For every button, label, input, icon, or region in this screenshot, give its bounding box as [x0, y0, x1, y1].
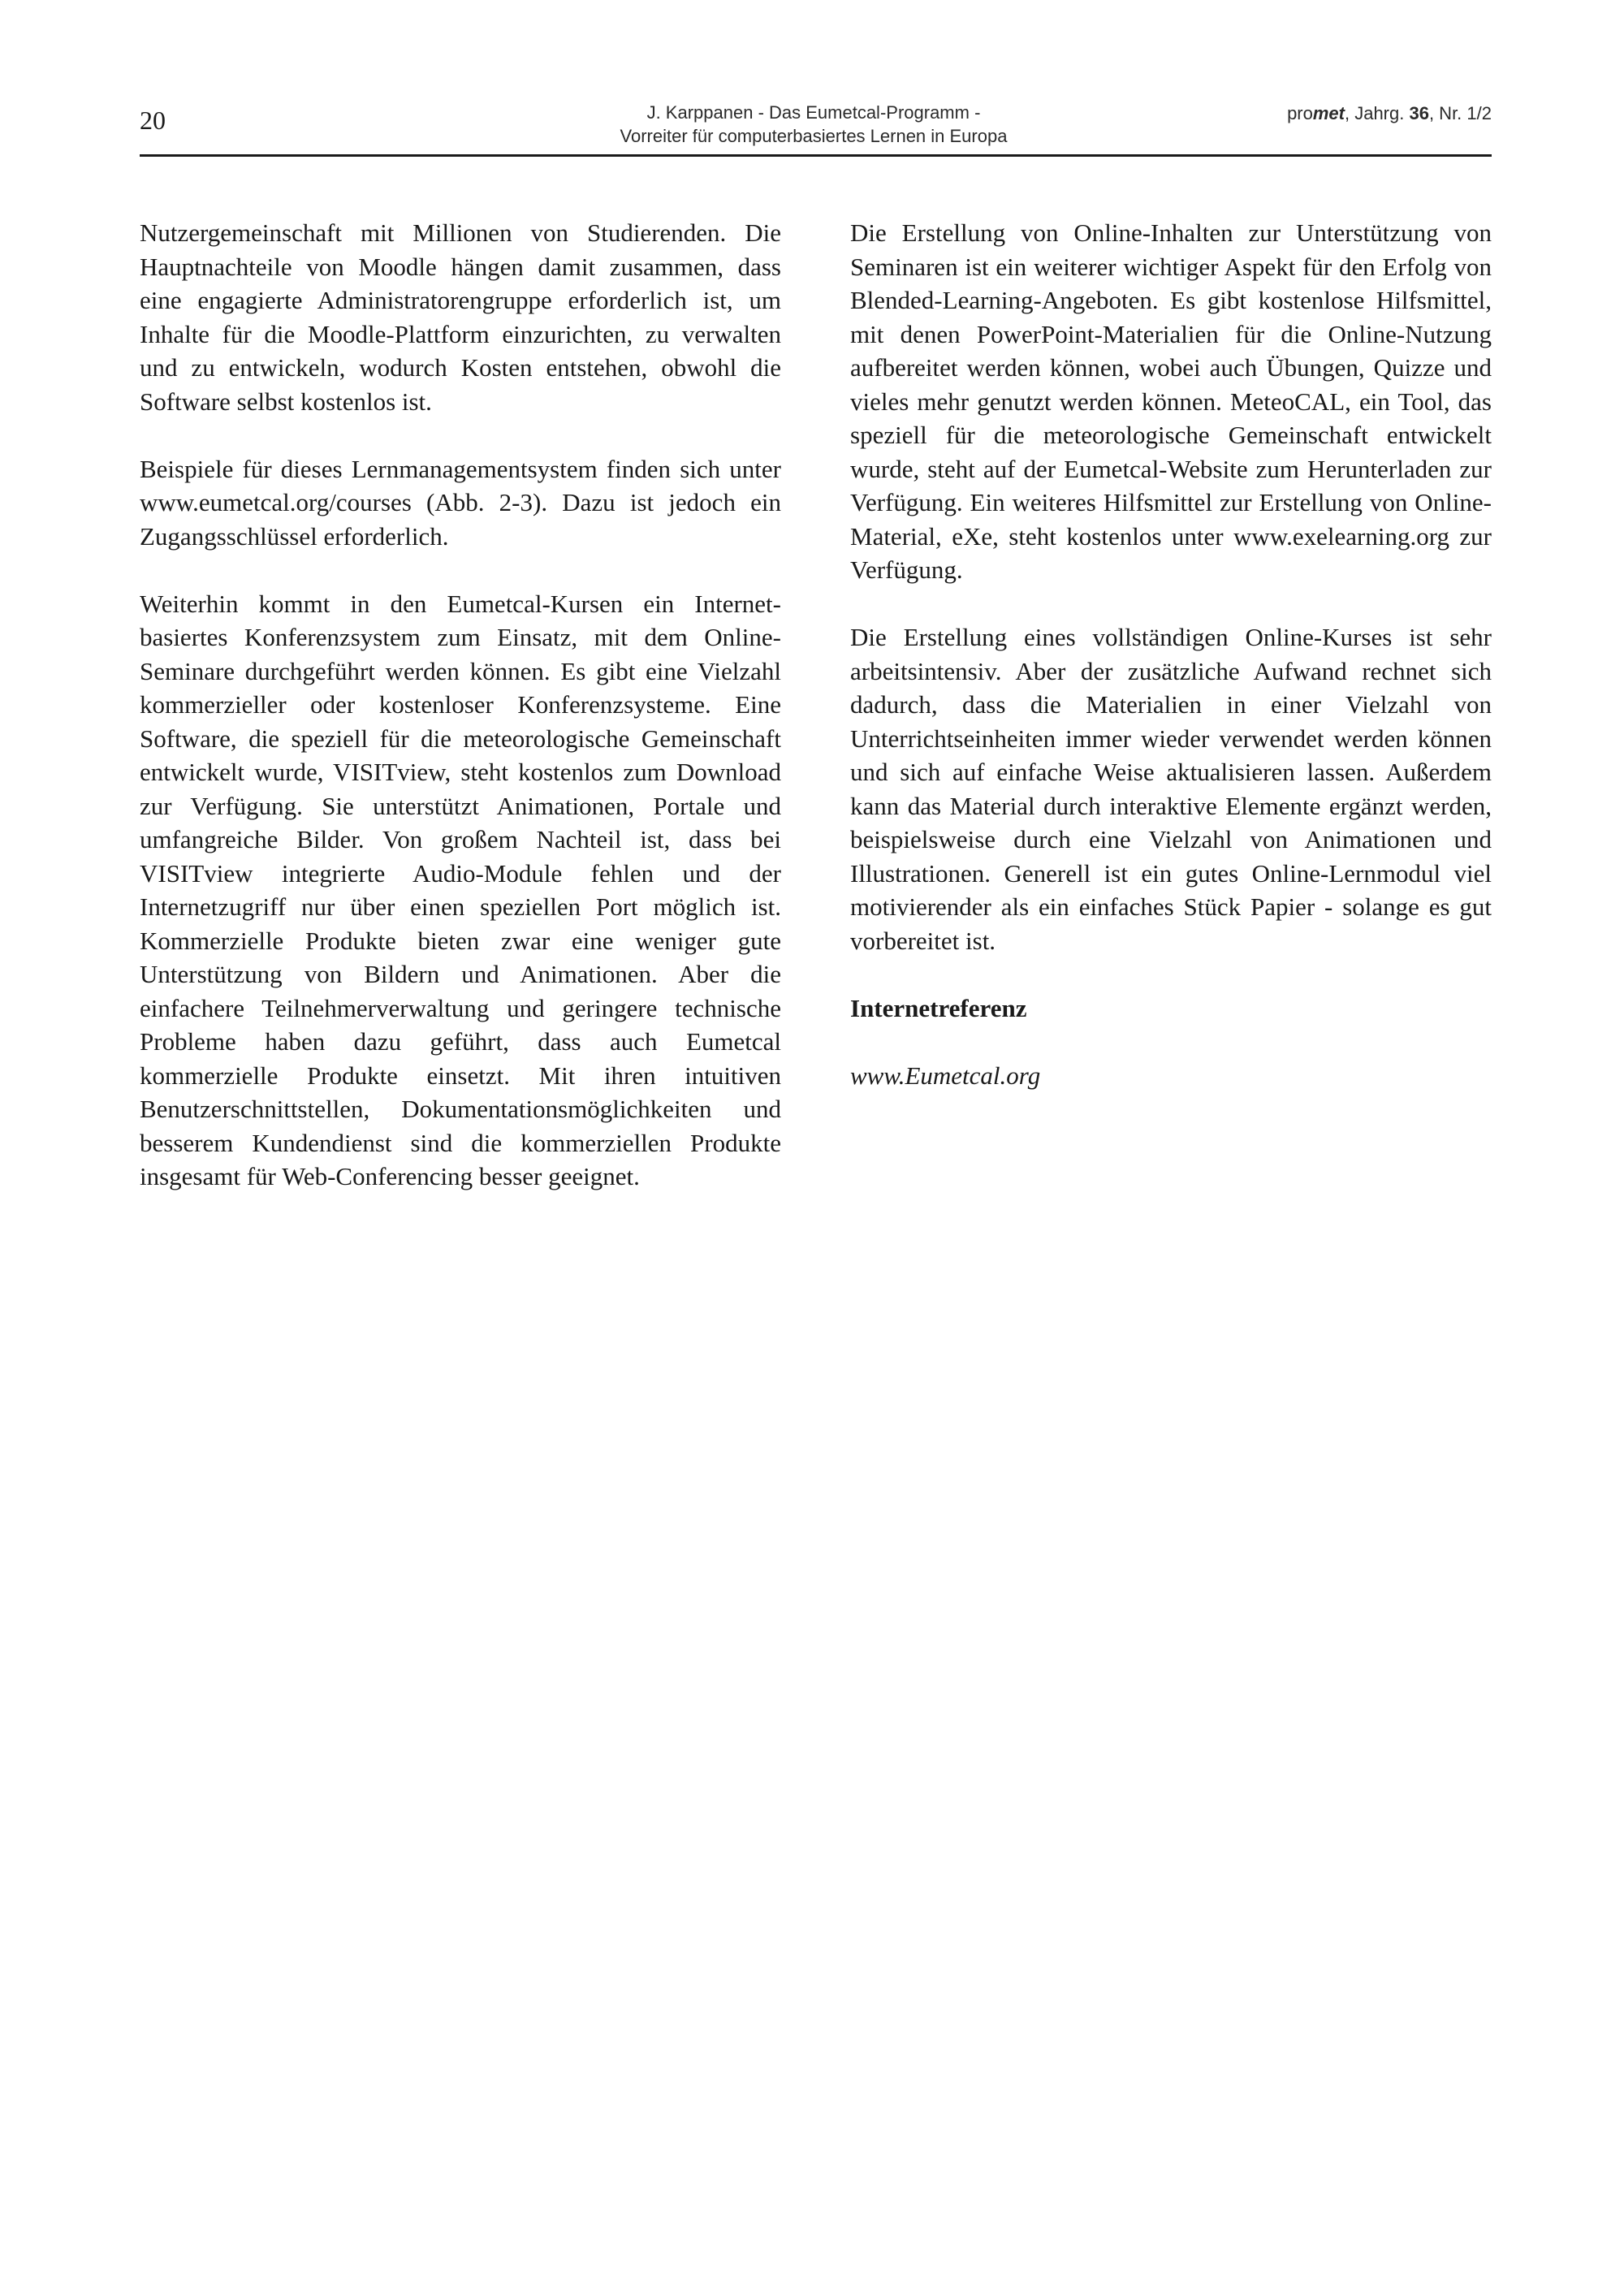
running-title-line-2: Vorreiter für computerbasiertes Lernen in Europa [620, 126, 1008, 146]
reference-heading: Internetreferenz [850, 993, 1027, 1022]
right-paragraph-2: Die Erstellung eines vollständigen Online-Kurses ist sehr arbeitsintensiv. Aber der zusätzliche Aufwand rechnet sich dadurch, dass die Materialien in einer Vielzahl von Unterrichtseinheiten immer wieder verwendet werden können und sich auf einfache Weise aktualisieren lassen. Außerdem kann das Material durch interaktive Elemente ergänzt werden, beispielsweise durch eine Vielzahl von Animationen und Illustrationen. Generell ist ein gutes Online-Lernmodul viel motivierender als ein einfaches Stück Papier - solange es gut vorbereitet ist. [850, 623, 1492, 955]
running-title [594, 101, 1033, 148]
right-paragraph-1: Die Erstellung von Online-Inhalten zur Unterstützung von Seminaren ist ein weiterer wichtiger Aspekt für den Erfolg von Blended-Learning-Angeboten. Es gibt kostenlose Hilfsmittel, mit denen PowerPoint-Materialien für die Online-Nutzung aufbereitet werden können, wobei auch Übungen, Quizze und vieles mehr genutzt werden können. MeteoCAL, ein Tool, das speziell für die meteorologische Gemeinschaft entwickelt wurde, steht auf der Eumetcal-Website zum Herunterladen zur Verfügung. Ein weiteres Hilfsmittel zur Erstellung von Online-Material, eXe, steht kostenlos unter www.exelearning.org zur Verfügung. [850, 218, 1492, 584]
left-paragraph-3: Weiterhin kommt in den Eumetcal-Kursen ein Internet-basiertes Konferenzsystem zum Einsatz, mit dem Online-Seminare durchgeführt werden können. Es gibt eine Vielzahl kommerzieller oder kostenloser Konferenzsysteme. Eine Software, die speziell für die meteorologische Gemeinschaft entwickelt wurde, VISITview, steht kostenlos zum Download zur Verfügung. Sie unterstützt Animationen, Portale und umfangreiche Bilder. Von großem Nachteil ist, dass bei VISITview integrierte Audio-Module fehlen und der Internetzugriff nur über einen speziellen Port möglich ist. Kommerzielle Produkte bieten zwar eine weniger gute Unterstützung von Bildern und Animationen. Aber die einfachere Teilnehmerverwaltung und geringere technische Probleme haben dazu geführt, dass auch Eumetcal kommerzielle Produkte einsetzt. Mit ihren intuitiven Benutzerschnittstellen, Dokumentationsmöglichkeiten und besserem Kundendienst sind die kommerziellen Produkte insgesamt für Web-Conferencing besser geeignet. [140, 589, 781, 1190]
page-number: 20 [140, 106, 166, 135]
journal-year: 36 [1409, 103, 1429, 123]
right-column [850, 216, 1492, 1092]
left-paragraph-1: Nutzergemeinschaft mit Millionen von Studierenden. Die Hauptnachteile von Moodle hängen damit zusammen, dass eine engagierte Administratorengruppe erforderlich ist, um Inhalte für die Moodle-Plattform einzurichten, zu verwalten und zu entwickeln, wodurch Kosten entstehen, obwohl die Software selbst kostenlos ist. [140, 218, 781, 416]
journal-name-pro: pro [1287, 103, 1313, 123]
left-paragraph-2: Beispiele für dieses Lernmanagementsystem finden sich unter www.eumetcal.org/courses (Abb. 2-3). Dazu ist jedoch ein Zugangsschlüssel erforderlich. [140, 454, 781, 551]
running-title-line-1: J. Karppanen - Das Eumetcal-Programm - [646, 102, 981, 123]
journal-info [1287, 102, 1492, 125]
journal-jahrg-label: , Jahrg. [1344, 103, 1410, 123]
journal-name-met: met [1312, 103, 1345, 123]
journal-issue: , Nr. 1/2 [1428, 103, 1492, 123]
left-column [140, 216, 781, 1227]
page-header [140, 101, 1492, 157]
reference-link[interactable]: www.Eumetcal.org [850, 1061, 1041, 1090]
